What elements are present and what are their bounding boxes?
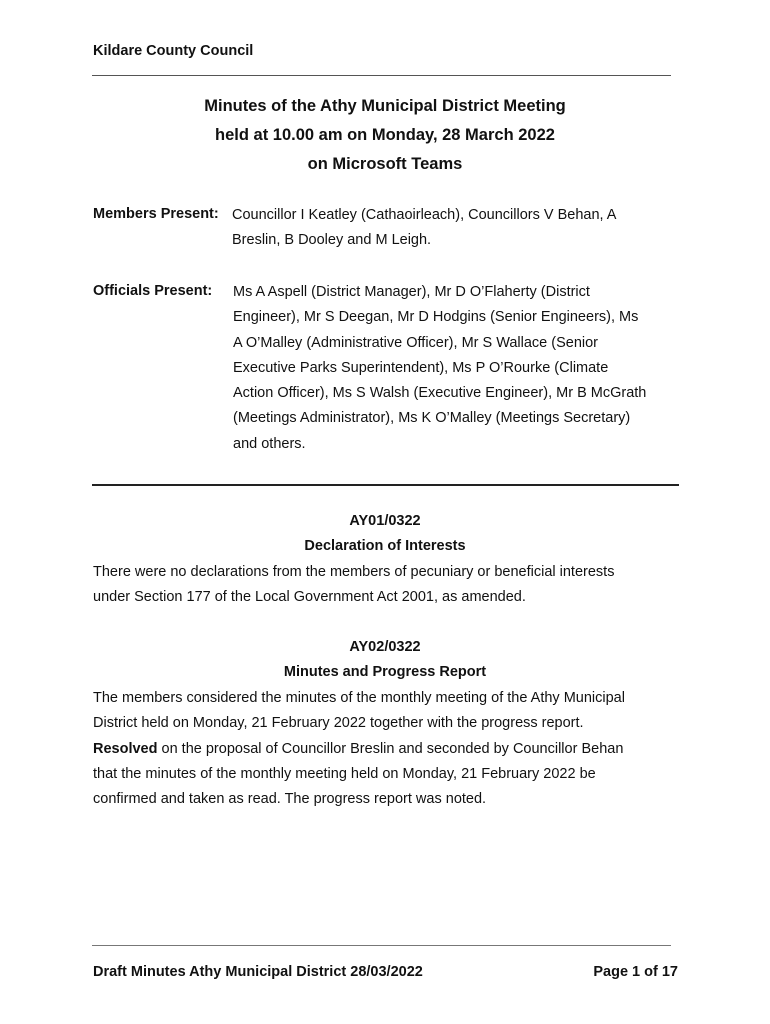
officials-line: Ms A Aspell (District Manager), Mr D O’Flaherty (District xyxy=(233,284,590,300)
item-line: that the minutes of the monthly meeting held on Monday, 21 February 2022 be xyxy=(93,765,596,782)
item-heading: Minutes and Progress Report xyxy=(283,664,487,680)
item-line: under Section 177 of the Local Government Act 2001, as amended. xyxy=(93,589,526,606)
item-line: confirmed and taken as read. The progress report was noted. xyxy=(93,791,487,808)
title-line-2: held at 10.00 am on Monday, 28 March 2022 xyxy=(215,126,555,144)
document-title xyxy=(92,92,678,179)
section-divider xyxy=(92,484,679,486)
resolved-keyword: Resolved xyxy=(93,740,158,757)
header-organization: Kildare County Council xyxy=(93,43,254,59)
item-line: District held on Monday, 21 February 2022 together with the progress report. xyxy=(93,715,584,732)
officials-present-text xyxy=(233,280,646,457)
item-body xyxy=(93,560,614,611)
officials-line: Executive Parks Superintendent), Ms P O’Rourke (Climate xyxy=(233,359,609,376)
title-line-1: Minutes of the Athy Municipal District Meeting xyxy=(204,97,566,115)
footer-document-label: Draft Minutes Athy Municipal District 28/03/2022 xyxy=(93,964,423,980)
item-heading: Declaration of Interests xyxy=(304,538,466,554)
officials-line: Action Officer), Ms S Walsh (Executive Engineer), Mr B McGrath xyxy=(233,385,647,402)
header-rule xyxy=(92,75,671,76)
resolution-line xyxy=(93,737,625,762)
item-line: The members considered the minutes of the monthly meeting of the Athy Municipal xyxy=(93,690,625,706)
members-line: Councillor I Keatley (Cathaoirleach), Councillors V Behan, A xyxy=(232,207,617,223)
members-line: Breslin, B Dooley and M Leigh. xyxy=(232,232,432,249)
item-line: There were no declarations from the members of pecuniary or beneficial interests xyxy=(93,564,615,580)
officials-line: and others. xyxy=(233,435,306,452)
item-body xyxy=(93,686,625,812)
title-line-3: on Microsoft Teams xyxy=(307,155,463,173)
members-present-label: Members Present: xyxy=(93,206,219,222)
officials-line: A O’Malley (Administrative Officer), Mr S Wallace (Senior xyxy=(233,334,599,351)
resolution-text: on the proposal of Councillor Breslin and seconded by Councillor Behan xyxy=(157,740,624,757)
item-code: AY02/0322 xyxy=(349,639,421,655)
officials-line: Engineer), Mr S Deegan, Mr D Hodgins (Senior Engineers), Ms xyxy=(233,309,639,326)
item-code: AY01/0322 xyxy=(349,513,421,529)
officials-line: (Meetings Administrator), Ms K O’Malley (Meetings Secretary) xyxy=(233,410,631,427)
officials-present-label: Officials Present: xyxy=(93,283,213,299)
footer-rule xyxy=(92,945,671,946)
members-present-text xyxy=(232,203,616,254)
footer-page-number: Page 1 of 17 xyxy=(593,964,678,980)
